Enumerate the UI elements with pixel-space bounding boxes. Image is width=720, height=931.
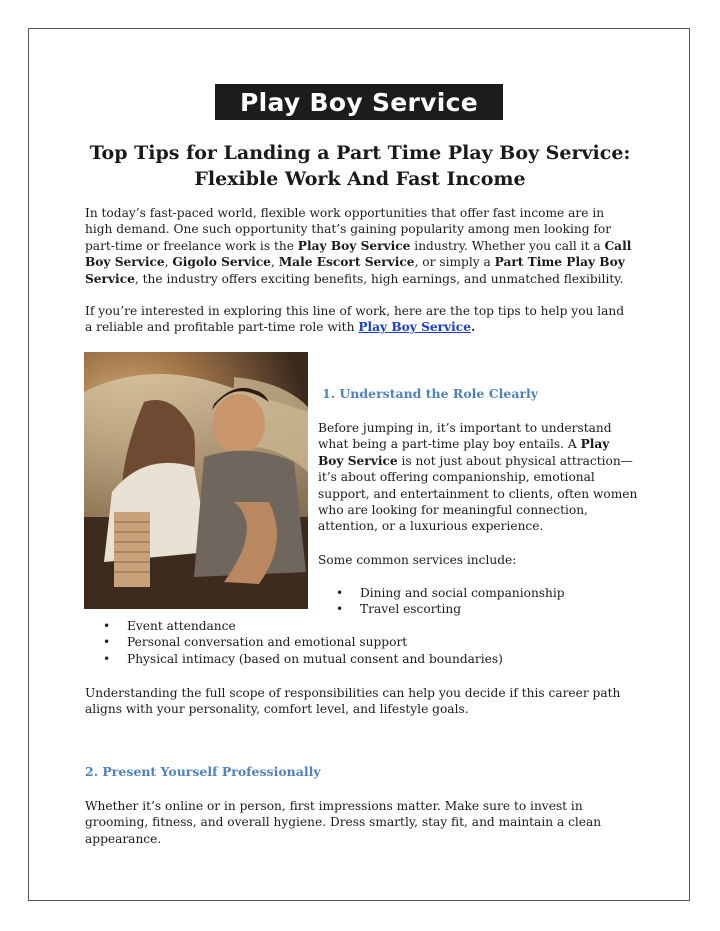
section-1-closing: Understanding the full scope of responsibilities can help you decide if this career path aligns with your personality, comfort level, and lifestyle goals. bbox=[85, 686, 621, 717]
services-list-part-2 bbox=[103, 618, 503, 667]
interest-text: If you’re interested in exploring this line of work, here are the top tips to help you land a reliable and profitable part-time role with bbox=[85, 304, 625, 335]
intro-bold-male-escort: Male Escort Service bbox=[278, 255, 415, 270]
play-boy-service-link[interactable]: Play Boy Service bbox=[358, 320, 471, 335]
bullet-icon: • bbox=[336, 602, 344, 617]
list-item-text: Personal conversation and emotional support bbox=[127, 635, 408, 650]
intro-text-3: , bbox=[164, 255, 173, 270]
interest-end: . bbox=[470, 320, 476, 335]
list-item bbox=[103, 618, 503, 634]
services-list-part-1 bbox=[336, 585, 565, 618]
logo-text: Play Boy Service bbox=[240, 87, 478, 117]
intro-paragraph bbox=[85, 205, 635, 287]
intro-bold-play-boy: Play Boy Service bbox=[297, 238, 411, 253]
list-item-text: Physical intimacy (based on mutual consent and boundaries) bbox=[127, 651, 503, 666]
list-item bbox=[336, 601, 565, 617]
brand-logo bbox=[215, 84, 503, 120]
section-2-paragraph: Whether it’s online or in person, first impressions matter. Make sure to invest in grooming, fitness, and overall hygiene. Dress smartly, stay fit, and maintain a clean appearance. bbox=[85, 799, 602, 846]
list-item bbox=[103, 651, 503, 667]
title-line-2: Flexible Work And Fast Income bbox=[194, 168, 526, 190]
intro-text-6: , the industry offers exciting benefits, high earnings, and unmatched flexibility. bbox=[134, 271, 624, 286]
section-1-text-2: is not just about physical attraction—it’s about offering companionship, emotional support, and entertainment to clients, often women who are looking for meaningful connection, attention, or a luxurious experience. bbox=[318, 453, 638, 534]
bullet-icon: • bbox=[103, 635, 111, 650]
intro-bold-part-time: Part Time Play Boy Service bbox=[85, 255, 625, 286]
couple-photo-illustration bbox=[84, 352, 308, 609]
intro-text-5: , or simply a bbox=[414, 255, 495, 270]
intro-text-2: industry. Whether you call it a bbox=[410, 238, 605, 253]
intro-bold-gigolo: Gigolo Service bbox=[172, 255, 271, 270]
bullet-icon: • bbox=[103, 619, 111, 633]
section-1-text-1: Before jumping in, it’s important to understand what being a part-time play boy entails. A bbox=[318, 421, 612, 452]
list-item bbox=[103, 634, 503, 650]
intro-text-1: In today’s fast-paced world, flexible work opportunities that offer fast income are in high demand. One such opportunity that’s gaining popularity among men looking for part-time or freelance work is the bbox=[85, 206, 612, 253]
couple-photo bbox=[84, 352, 308, 609]
section-1-heading: 1. Understand the Role Clearly bbox=[322, 386, 539, 401]
page-title bbox=[85, 140, 635, 192]
intro-text-4: , bbox=[270, 255, 279, 270]
section-1-bold: Play Boy Service bbox=[318, 437, 610, 468]
list-item bbox=[336, 585, 565, 601]
list-item-text: Travel escorting bbox=[360, 602, 461, 617]
bullet-icon: • bbox=[336, 586, 344, 600]
list-item-text: Event attendance bbox=[127, 619, 236, 633]
services-intro: Some common services include: bbox=[318, 553, 517, 567]
intro-bold-call-boy: Call Boy Service bbox=[85, 238, 632, 270]
interest-paragraph bbox=[85, 303, 635, 336]
section-2-heading: 2. Present Yourself Professionally bbox=[85, 764, 321, 779]
bullet-icon: • bbox=[103, 651, 111, 666]
title-line-1: Top Tips for Landing a Part Time Play Boy Service: bbox=[89, 142, 631, 164]
list-item-text: Dining and social companionship bbox=[360, 586, 565, 600]
section-1-paragraph bbox=[318, 420, 638, 535]
